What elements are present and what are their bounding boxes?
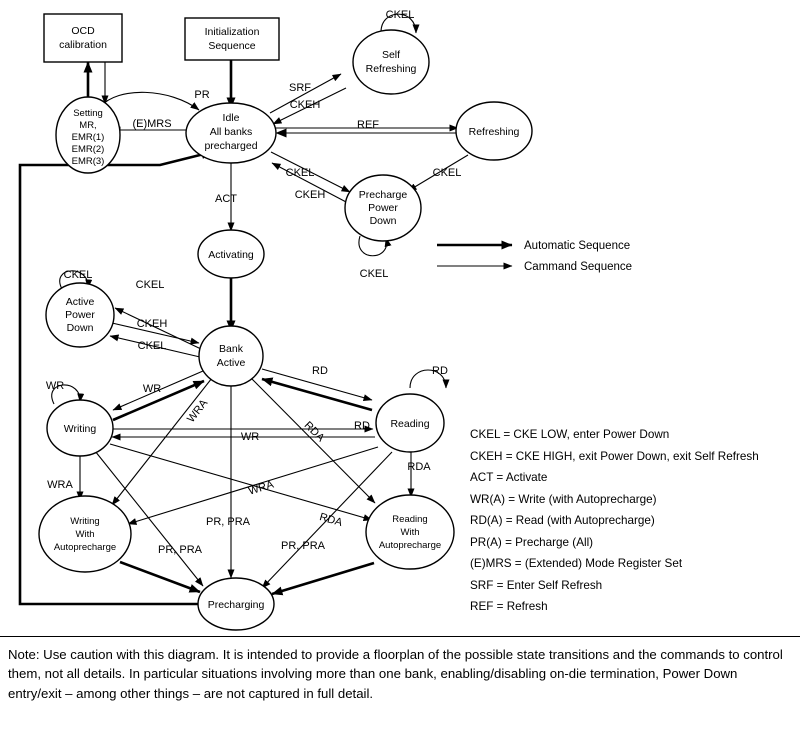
node-label: Down xyxy=(369,215,397,227)
edge-label-rd-1: RD xyxy=(312,365,328,377)
legend-automatic-label: Automatic Sequence xyxy=(524,240,631,252)
edge-label-ckel-refreshing: CKEL xyxy=(432,167,462,179)
edge-label-ckeh-self-refresh: CKEH xyxy=(289,99,321,111)
legend-item: PR(A) = Precharge (All) xyxy=(470,535,594,549)
node-label: Reading xyxy=(390,418,430,430)
node-label: EMR(3) xyxy=(71,156,105,167)
node-label: With xyxy=(75,529,95,540)
node-label: With xyxy=(400,527,420,538)
node-label: Self xyxy=(381,49,401,61)
node-label: OCD xyxy=(71,25,95,37)
edge-label-rda-2: RDA xyxy=(407,461,431,473)
edge-label-ref: REF xyxy=(357,119,379,131)
node-label: EMR(1) xyxy=(71,132,105,143)
figure-note: Note: Use caution with this diagram. It is intended to provide a floorplan of the possible state transitions and the commands to control them, not all details. In particular situations involving more than one bank, enabling/disabling on-die termination, Power Down entry/exit – among other things – are not captured in full detail. xyxy=(8,647,783,701)
node-reading xyxy=(376,394,444,452)
edge-label-ckel-active-pd: CKEL xyxy=(135,279,165,291)
node-bank-active xyxy=(199,326,263,386)
legend-automatic-sequence xyxy=(437,240,630,252)
node-writing xyxy=(47,400,113,456)
edge-label-wr-2: WR xyxy=(240,431,260,443)
node-label: precharged xyxy=(204,140,258,152)
legend-item: RD(A) = Read (with Autoprecharge) xyxy=(470,514,655,527)
edge-label-ckel-precharge-pd: CKEL xyxy=(285,167,315,179)
edge-label-rda-1: RDA xyxy=(301,419,327,445)
edge-setting-to-idle xyxy=(100,92,199,110)
edge-label-wra-3: WRA xyxy=(247,478,276,498)
legend-item: CKEL = CKE LOW, enter Power Down xyxy=(470,428,670,441)
edge-label-ckel-active-pd-loop: CKEL xyxy=(63,269,93,281)
node-setting-mr-emr xyxy=(56,97,120,173)
edge-label-ckel-active-pd-2: CKEL xyxy=(137,340,167,352)
edge-label-wra-2: WRA xyxy=(47,479,73,491)
node-label: Writing xyxy=(63,423,97,435)
edge-label-pr-pra-3: PR, PRA xyxy=(280,540,326,552)
node-activating xyxy=(198,230,264,278)
legend-command-sequence xyxy=(437,261,632,273)
node-label: All banks xyxy=(209,126,253,138)
divider xyxy=(0,636,800,637)
edge-label-rd-self: RD xyxy=(432,365,448,377)
node-label: Autoprecharge xyxy=(378,540,442,551)
legend-item: (E)MRS = (Extended) Mode Register Set xyxy=(470,557,683,570)
node-idle xyxy=(186,103,276,163)
node-label: Sequence xyxy=(208,40,256,52)
legend-command-label: Cammand Sequence xyxy=(524,261,633,273)
edge-label-ckeh-precharge-pd: CKEH xyxy=(294,189,326,201)
node-label: Power xyxy=(65,309,95,321)
legend-item: CKEH = CKE HIGH, exit Power Down, exit Self Refresh xyxy=(470,449,759,463)
edge-label-ckel-precharge-pd-loop: CKEL xyxy=(359,268,389,280)
node-label: Active xyxy=(65,296,95,308)
node-writing-with-autoprecharge xyxy=(39,496,131,572)
node-label: Writing xyxy=(70,516,100,527)
node-self-refreshing xyxy=(353,30,429,94)
legend-item: REF = Refresh xyxy=(470,600,548,613)
node-initialization-sequence xyxy=(185,18,279,60)
node-label: Initialization xyxy=(204,26,260,38)
node-label: Precharging xyxy=(207,599,265,611)
node-label: Bank xyxy=(219,343,243,355)
node-label: Precharge xyxy=(358,189,408,201)
edge-readingap-to-precharging xyxy=(272,563,374,594)
edge-label-ckel-self-refresh: CKEL xyxy=(385,9,415,21)
node-label: Setting xyxy=(73,108,103,119)
edge-label-act: ACT xyxy=(215,193,237,205)
node-label: Down xyxy=(66,322,94,334)
node-label: Activating xyxy=(208,249,254,261)
abbreviation-legend xyxy=(470,424,800,618)
node-label: Autoprecharge xyxy=(53,542,117,553)
edge-label-rd-2: RD xyxy=(354,420,370,432)
node-label: Active xyxy=(216,357,246,369)
edge-label-srf: SRF xyxy=(289,82,311,94)
legend-item: ACT = Activate xyxy=(470,471,548,484)
edge-bankactive-to-writingap xyxy=(112,378,212,505)
node-label: Idle xyxy=(222,112,240,124)
node-reading-with-autoprecharge xyxy=(366,495,454,569)
edge-label-ckeh-active-pd: CKEH xyxy=(136,318,168,330)
edge-label-wr-1: WR xyxy=(142,383,162,395)
edge-label-pr: PR xyxy=(194,89,210,101)
node-active-power-down xyxy=(46,283,114,347)
node-label: Power xyxy=(368,202,398,214)
node-refreshing xyxy=(456,102,532,160)
edge-label-wra-1: WRA xyxy=(185,397,211,425)
edge-label-rda-3: RDA xyxy=(318,511,344,530)
node-precharge-power-down xyxy=(345,175,421,241)
edge-label-pr-pra-1: PR, PRA xyxy=(157,544,203,556)
edge-label-wr-self: WR xyxy=(45,380,65,392)
edge-writing-to-readingap xyxy=(110,444,372,520)
node-label: calibration xyxy=(59,39,107,51)
node-label: Reading xyxy=(392,514,428,525)
legend-item: WR(A) = Write (with Autoprecharge) xyxy=(470,492,657,506)
node-label: Refreshing xyxy=(365,63,417,75)
edge-label-pr-pra-2: PR, PRA xyxy=(205,516,251,528)
node-precharging xyxy=(198,578,274,630)
edge-label-emrs: (E)MRS xyxy=(132,118,172,130)
node-label: MR, xyxy=(79,120,97,131)
node-ocd-calibration xyxy=(44,14,122,62)
node-label: Refreshing xyxy=(468,126,520,138)
legend-item: SRF = Enter Self Refresh xyxy=(470,578,603,592)
node-label: EMR(2) xyxy=(71,144,105,155)
